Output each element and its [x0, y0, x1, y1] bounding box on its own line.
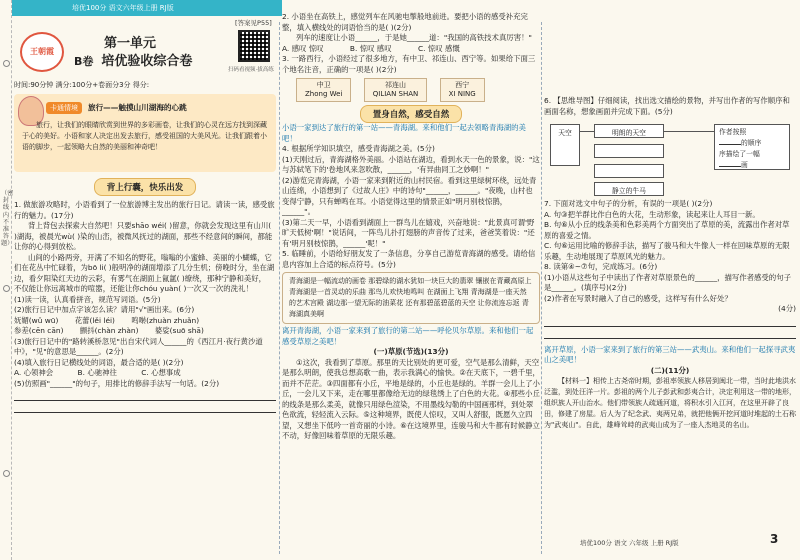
section-4-intro: 离开草原，小语一家来到了旅行的第三站——武夷山。来和他们一起探寻武夷山之美吧！: [544, 344, 796, 364]
summary-text: 画: [741, 161, 748, 169]
answer-line[interactable]: [544, 327, 796, 339]
column-left: [14, 0, 276, 560]
material-1: 【材料一】相传上古尧帝时期，彭祖率领族人移居到闽北一带，当时此地洪水泛滥，到处汪洋一片。彭祖的两个儿子彭武和彭夷合计，决定利用这一带的地形，组织族人开山治水。他们带领族人疏通河道，将积水引入江河，在这里开辟了良田，修建了房屋。后人为了纪念武、夷两兄弟，就把他俩开挖河道时堆起的土石称为"武夷山"。自此，雄峰耸峙的武夷山成为了一座人杰地灵的名山。: [544, 377, 796, 429]
column-middle: [282, 0, 540, 560]
reading-1-continued: [544, 12, 796, 96]
q6-stem: 6. 【思维导图】仔细阅读，找出选文描绘的景物，并写出作者的写作顺序和画面名称，想象画面并完成下面。(5分): [544, 96, 790, 116]
message-box: 青海湖是一幅流动的画卷 那碧绿的湖水犹如一块巨大的翡翠 镶嵌在青藏高原上 青海湖是一首灵动的乐曲 那鸟儿欢快地鸣叫 在湖面上飞翔 青海湖是一座天然的艺术宫殿 湖边那一望无际的油菜花 还有那碧蓝碧蓝的天空 让你流连忘返 青海湖真美啊: [282, 272, 540, 324]
q2-body: 列车的速度让小语______，于是她______道："我国的高铁技术真厉害！": [296, 33, 532, 42]
section-3-intro: 离开青海湖，小语一家来到了旅行的第二站——呼伦贝尔草原。来和他们一起感受草原之美吧！: [282, 326, 534, 346]
place-options: [296, 78, 540, 102]
section-2-intro: 小语一家到达了旅行的第一站——青海湖。来和他们一起去领略青海湖的美吧！: [282, 123, 526, 143]
qr-code-icon[interactable]: [238, 30, 270, 62]
summary-text: 的顺序: [741, 139, 762, 147]
intro-box: [14, 94, 276, 172]
middle-content: [282, 12, 540, 442]
mind-map-connector: [580, 131, 594, 132]
pinyin-option[interactable]: 婆娑(suō shā): [154, 326, 204, 335]
right-content: [544, 12, 796, 431]
reading-1-body: ①这次，我看到了草原。那里的天比别处的更可爱，空气是那么清鲜，天空是那么明朗，使我总想高歌一曲，表示我满心的愉快。②在天底下，一碧千里，而并不茫茫。③四面都有小丘，平地是绿的，小丘也是绿的。羊群一会儿上了小丘，一会儿又下来，走在哪里都像给无边的绿毯绣上了白色的大花。④那些小丘的线条是那么柔美，就像只用绿色渲染，不用墨线勾勒的中国画那样，到处翠色欲流，轻轻流入云际。⑤这种境界，既使人惊叹，又叫人舒服，既愿久立四望，又想坐下低吟一首奇丽的小诗。⑥在这境界里，连骏马和大牛都有时候静立不动，好像回味着草原的无限乐趣。: [282, 357, 540, 440]
answer-line[interactable]: [14, 401, 276, 413]
paper-b-label: B卷: [74, 55, 94, 68]
qr-caption: 扫码看视频·拔高练: [228, 67, 274, 73]
choice-option[interactable]: A. 感叹 惊叹: [282, 43, 324, 53]
mind-map-box: 天空: [550, 124, 580, 166]
q8-stem: 8. 读第④~⑦句，完成练习。(6分): [544, 262, 658, 271]
binding-hole: [3, 285, 10, 292]
header-strip: 培优100分 语文六年级上册 RJ版: [12, 0, 282, 16]
column-divider: [541, 22, 542, 554]
q7-stem: 7. 下面对选文中句子的分析，有误的一项是( )(2分): [544, 199, 713, 208]
place-cn: 中卫: [316, 81, 331, 89]
pinyin-option[interactable]: 妩媚(wǔ wū): [14, 315, 59, 325]
q2-stem: 2. 小语坐在高铁上，感觉列车在风驰电掣般地前进。要把小语的感受补充完整，填入横线处的词语恰当的是( )(2分): [282, 12, 528, 32]
paper-title: [74, 50, 192, 69]
binding-hole: [3, 470, 10, 477]
choice-option[interactable]: C. 惊叹 感慨: [417, 43, 460, 53]
page-number: 3: [770, 532, 779, 546]
answer-blank[interactable]: [719, 166, 741, 167]
time-score-line: 时间:90分钟 满分:100分+卷面分3分 得分:: [14, 81, 150, 89]
pinyin-option[interactable]: 花蕾(lěi léi): [74, 315, 115, 325]
summary-text: 作者按照: [719, 128, 747, 136]
title-block: [14, 30, 276, 78]
q1-diary-1: 背上背包去探索大自然吧！只要shāo wéi( )留意，你就会发现这里有山川( )湖海，被晨光wù( )染的山峦，被微风抚过的湖面，那些不经意间的瞬间，都能让你的心得到放松。: [14, 221, 273, 251]
place-option[interactable]: [296, 78, 351, 102]
q5-stem: 5. 临睡前，小语给好朋友发了一条信息，分享自己游览青海湖的感受。请给信息内容加上合适的标点符号。(5分): [282, 249, 536, 269]
q8-s1: (1)小语从这些句子中读出了作者对草原景色的______，描写作者感受的句子是______。(填序号)(2分): [544, 272, 791, 292]
place-pinyin: Zhong Wei: [305, 90, 343, 98]
binding-text: （密封线内不准答题）: [1, 190, 14, 248]
intro-heading: 旅行——触摸山川湖海的心跳: [88, 103, 187, 112]
mind-map-connector: [664, 131, 714, 132]
summary-text: 序描绘了一幅: [719, 150, 760, 158]
q1-sub4: (4)填入旅行日记横线处的词语，最合适的是( )(2分): [14, 357, 184, 367]
choice-option[interactable]: B. 心驰神往: [77, 368, 117, 377]
pinyin-row: [14, 316, 276, 327]
q7-option-a[interactable]: A. 句③把羊群比作白色的大花，生动形象，读起来让人耳目一新。: [544, 209, 760, 219]
q4-s1: (1)天刚过后，青海湖格外美丽。小语站在湖边，看到水天一色的景象，说："这与苏轼笔下的'卷地风来忽吹散，______，'有异曲同工之妙啊！": [282, 154, 540, 174]
mind-map-summary: [714, 124, 790, 170]
choice-row: [282, 44, 540, 55]
place-option[interactable]: [364, 78, 428, 102]
mind-map-box: 明朗的天空: [594, 124, 664, 138]
place-option[interactable]: [440, 78, 485, 102]
pinyin-row: [14, 326, 276, 337]
place-pinyin: QILIAN SHAN: [372, 90, 419, 98]
q4-s2: (2)游览完青海湖，小语一家来到附近的山村民宿。看到这里绿树环绕，远处青山连绵，小语想到了《过故人庄》中的诗句"______，______。"夜晚，山村也变得宁静，只有蝉鸣在耳。小语觉得这里的情景正如"明月别枝惊鹊，______"。: [282, 175, 537, 216]
mind-map-box[interactable]: [594, 144, 664, 158]
reading-2-title: (二)(11分): [650, 365, 690, 375]
answer-line[interactable]: [14, 389, 276, 401]
answer-line[interactable]: [544, 315, 796, 327]
q1-stem: 1. 做旅游攻略时，小语看到了一位旅游博主发出的旅行日记。请读一读，感受旅行的魅力。(17分): [14, 200, 275, 220]
mind-map-box[interactable]: [594, 164, 664, 178]
q1-sub1: (1)读一读，认真看拼音，规范写词语。(5分): [14, 294, 161, 304]
q7-option-c[interactable]: C. 句⑥运用比喻的修辞手法，描写了骏马和大牛像人一样在回味草原的无限乐趣，生动地展现了草原风光的魅力。: [544, 241, 790, 261]
mind-map-box: 静立的牛马: [594, 182, 664, 196]
q1-diary-3: 不仅能让你远离城市的喧嚣，还能让你chóu yuàn( )一次又一次的洗礼！: [14, 284, 253, 293]
choice-option[interactable]: B. 惊叹 感叹: [349, 43, 392, 53]
unit-title: 第一单元: [104, 36, 157, 51]
pinyin-option[interactable]: 鸣啭(zhuàn zhuǎn): [131, 315, 200, 325]
section-banner: 置身自然，感受自然: [360, 105, 463, 123]
q1-diary-2: 山间的小路两旁，开满了不知名的野花，嗡嗡的小蜜蜂、美丽的小蝴蝶，它们在花丛中忙碌着，为bō li( )般明净的湖面增添了几分生机；傍晚时分，坐在湖边，看夕阳染红天边的云彩，有雾气在湖面上氤氲( )缭绕，那种宁静和美好，: [14, 252, 275, 283]
q1-sub3: (3)旅行日记中的"路转溪桥忽见"出自宋代词人______的《西江月·夜行黄沙道中》，"见"的意思是______。(2分): [14, 336, 263, 356]
reading-1-title: (一)草原(节选)(13分): [373, 347, 449, 356]
choice-option[interactable]: A. 心领神会: [14, 368, 54, 377]
pinyin-option[interactable]: 颤抖(chàn zhàn): [79, 326, 139, 335]
column-divider: [279, 22, 280, 554]
place-pinyin: XI NING: [448, 90, 476, 98]
choice-row: [14, 368, 276, 379]
binding-hole: [3, 60, 10, 67]
choice-option[interactable]: C. 心想事成: [141, 368, 181, 377]
answer-blank[interactable]: [719, 144, 741, 145]
section-1: [14, 178, 276, 413]
mind-map: [544, 120, 796, 196]
q4-stem: 4. 根据所学知识填空，感受青海湖之美。(5分): [282, 144, 435, 153]
page-footer: 培优100分 语文 六年级 上册 RJ版: [580, 539, 679, 547]
intro-tag: 卡通情境: [46, 102, 82, 114]
q3-stem: 3. 一路西行，小语经过了很多地方，有中卫、祁连山、西宁等。如果给下面三个地名注音，正确的一项是( )(2分): [282, 54, 536, 74]
q8-points: (4分): [778, 304, 796, 313]
q7-option-b[interactable]: B. 句⑥从小丘的线条美和色彩美两个方面突出了草原的美，流露出作者对草原的喜爱之情。: [544, 220, 790, 240]
q4-s3: (3)第二天一早，小语看到湖面上一群鸟儿在嬉戏，兴奋地说："此景真可谓'野旷天低树'啊！"说话间，一阵鸟儿扑打翅膀的声音传了过来，爸爸笑着说："还有'明月别枝惊鹊，______'呢！": [282, 217, 535, 248]
brand-logo: 王朝霞: [20, 32, 64, 72]
paper-title-text: 培优验收综合卷: [101, 54, 193, 69]
intro-body: 旅行，让我们的眼睛欣赏到世界的多彩画卷，让我们的心灵在远方找到深藏于心的美好。小语和家人决定出发去旅行，感受祖国的大美风光。让我们跟着小语的脚步，一起领略大自然的美丽和神奇吧！: [22, 121, 267, 151]
place-cn: 西宁: [455, 81, 470, 89]
answer-reference: [答案见P55]: [235, 19, 272, 27]
column-right: [544, 0, 796, 560]
pinyin-option[interactable]: 参差(cēn cān): [14, 326, 64, 335]
place-cn: 祁连山: [385, 81, 407, 89]
binding-margin: [0, 0, 12, 560]
q1-sub2: (2)旅行日记中加点字该怎么读？请用"√"画出来。(6分): [14, 305, 195, 314]
q8-s2: (2)作者在写景时融入了自己的感受，这样写有什么好处？: [544, 293, 732, 303]
section-banner: 背上行囊，快乐出发: [94, 178, 197, 196]
q1-sub5: (5)仿照画"______"的句子，用排比的修辞手法写一句话。(2分): [14, 378, 220, 388]
